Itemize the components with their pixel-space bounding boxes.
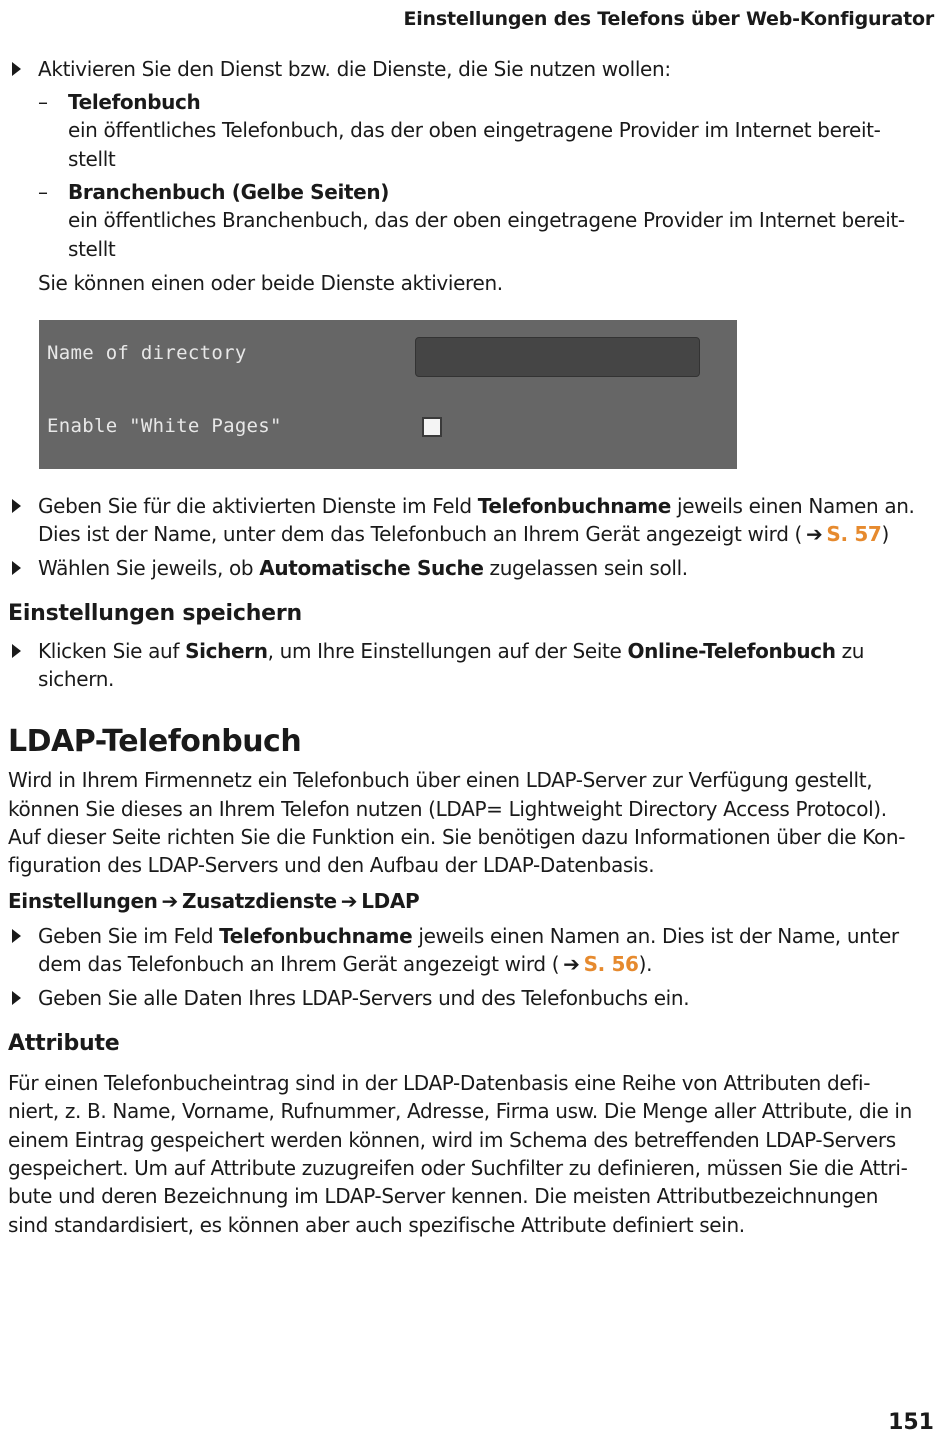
- instruction-text: Geben Sie für die aktivierten Dienste im Feld Telefonbuchname jeweils einen Namen an.: [38, 494, 915, 518]
- running-header: Einstellungen des Telefons über Web-Konfigurator: [403, 8, 934, 30]
- name-of-directory-label: Name of directory: [47, 342, 247, 364]
- arrow-right-icon: ➔: [563, 952, 580, 976]
- item-text: ein öffentliches Telefonbuch, das der oben eingetragene Provider im Internet bereit-: [68, 118, 881, 142]
- instruction-text: Klicken Sie auf Sichern, um Ihre Einstellungen auf der Seite Online-Telefonbuch zu: [38, 639, 865, 663]
- field-name: Telefonbuchname: [477, 494, 671, 518]
- enable-white-pages-label: Enable "White Pages": [47, 415, 282, 437]
- paragraph-line: können Sie dieses an Ihrem Telefon nutzen (LDAP= Lightweight Directory Access Protocol).: [8, 797, 887, 821]
- paragraph-line: Auf dieser Seite richten Sie die Funktion ein. Sie benötigen dazu Informationen über die Kon-: [8, 825, 906, 849]
- arrow-right-icon: ➔: [161, 889, 178, 913]
- section-heading: Einstellungen speichern: [8, 601, 303, 626]
- bullet-arrow-icon: [12, 561, 21, 575]
- bullet-arrow-icon: [12, 929, 21, 943]
- item-text: ein öffentliches Branchenbuch, das der oben eingetragene Provider im Internet bereit-: [68, 208, 905, 232]
- item-text: stellt: [68, 237, 116, 261]
- page-reference-link[interactable]: S. 56: [583, 952, 639, 976]
- arrow-right-icon: ➔: [806, 522, 823, 546]
- item-title: Telefonbuch: [68, 90, 201, 114]
- instruction-text: sichern.: [38, 667, 115, 691]
- instruction-text: Dies ist der Name, unter dem das Telefonbuch an Ihrem Gerät angezeigt wird ( ➔ S. 57): [38, 522, 889, 546]
- directory-name-field[interactable]: [415, 337, 700, 377]
- button-name: Sichern: [185, 639, 268, 663]
- option-name: Automatische Suche: [259, 556, 484, 580]
- chapter-heading: LDAP-Telefonbuch: [8, 724, 302, 759]
- section-heading: Attribute: [8, 1031, 120, 1056]
- bullet-arrow-icon: [12, 499, 21, 513]
- item-title: Branchenbuch (Gelbe Seiten): [68, 180, 390, 204]
- enable-white-pages-checkbox[interactable]: [422, 417, 442, 437]
- instruction-text: Wählen Sie jeweils, ob Automatische Suche zugelassen sein soll.: [38, 556, 688, 580]
- dash-icon: –: [38, 180, 48, 204]
- item-text: stellt: [68, 147, 116, 171]
- paragraph-line: Wird in Ihrem Firmennetz ein Telefonbuch über einen LDAP-Server zur Verfügung gestellt,: [8, 768, 873, 792]
- directory-settings-panel: [39, 320, 737, 469]
- instruction-text: Geben Sie alle Daten Ihres LDAP-Servers und des Telefonbuchs ein.: [38, 986, 690, 1010]
- dash-icon: –: [38, 90, 48, 114]
- page-reference-link[interactable]: S. 57: [826, 522, 882, 546]
- paragraph-line: niert, z. B. Name, Vorname, Rufnummer, Adresse, Firma usw. Die Menge aller Attribute, die in: [8, 1099, 912, 1123]
- bullet-arrow-icon: [12, 644, 21, 658]
- instruction-text: Geben Sie im Feld Telefonbuchname jeweils einen Namen an. Dies ist der Name, unter: [38, 924, 899, 948]
- field-name: Telefonbuchname: [219, 924, 413, 948]
- page-number: 151: [888, 1410, 934, 1435]
- paragraph-line: bute und deren Bezeichnung im LDAP-Server kennen. Die meisten Attributbezeichnungen: [8, 1184, 879, 1208]
- page-name: Online-Telefonbuch: [627, 639, 836, 663]
- bullet-arrow-icon: [12, 991, 21, 1005]
- menu-path: Einstellungen ➔ Zusatzdienste ➔ LDAP: [8, 889, 420, 913]
- instruction-text: Aktivieren Sie den Dienst bzw. die Dienste, die Sie nutzen wollen:: [38, 57, 671, 81]
- paragraph-line: Für einen Telefonbucheintrag sind in der LDAP-Datenbasis eine Reihe von Attributen defi-: [8, 1071, 871, 1095]
- paragraph-line: sind standardisiert, es können aber auch spezifische Attribute definiert sein.: [8, 1213, 745, 1237]
- paragraph-line: figuration des LDAP-Servers und den Aufbau der LDAP-Datenbasis.: [8, 853, 655, 877]
- paragraph-line: einem Eintrag gespeichert werden können, wird im Schema des betreffenden LDAP-Servers: [8, 1128, 896, 1152]
- instruction-text: dem das Telefonbuch an Ihrem Gerät angezeigt wird ( ➔ S. 56).: [38, 952, 653, 976]
- bullet-arrow-icon: [12, 62, 21, 76]
- paragraph-line: gespeichert. Um auf Attribute zuzugreifen oder Suchfilter zu definieren, müssen Sie die Attri-: [8, 1156, 908, 1180]
- note-text: Sie können einen oder beide Dienste aktivieren.: [38, 271, 503, 295]
- arrow-right-icon: ➔: [340, 889, 358, 913]
